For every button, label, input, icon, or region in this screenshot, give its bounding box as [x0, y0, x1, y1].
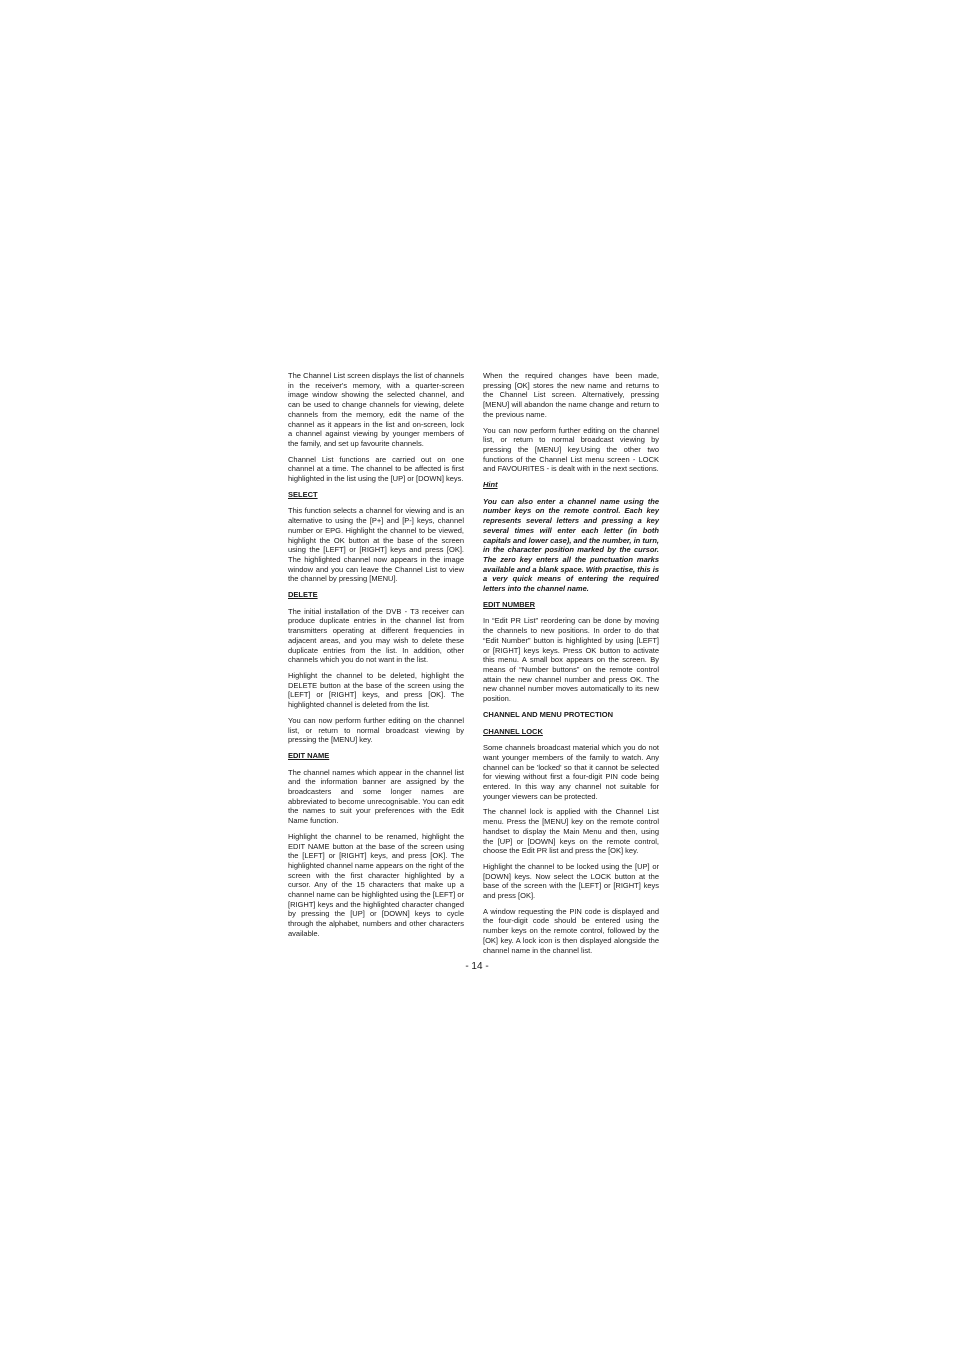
delete-paragraph-2: Highlight the channel to be deleted, highlight the DELETE button at the base of the screen using the [LEFT] or [RIGHT] keys, and press [OK]. The highlighted channel is deleted from the list. [288, 670, 464, 710]
edit-name-heading: EDIT NAME [288, 750, 330, 760]
left-column [288, 371, 464, 945]
hint-paragraph: You can also enter a channel name using the number keys on the remote control. Each key represents several letters and pressing a key several times will enter each letter (in both capitals and lower case), and the number, in turn, in the character position marked by the cursor. The zero key enters all the punctuation marks available and a blank space. With practise, this is a very quick means of entering the required letters into the channel name. [483, 496, 659, 594]
right-column [483, 371, 659, 961]
functions-paragraph: Channel List functions are carried out on one channel at a time. The channel to be affected is first highlighted in the list using the [UP] or [DOWN] keys. [288, 454, 464, 484]
further-editing-paragraph: You can now perform further editing on the channel list, or return to normal broadcast viewing by pressing the [MENU] key.Using the other two functions of the Channel List menu screen - LOCK and FAVOURITES - is dealt with in the next sections. [483, 425, 659, 474]
delete-heading: DELETE [288, 590, 318, 600]
edit-name-paragraph-2: Highlight the channel to be renamed, highlight the EDIT NAME button at the base of the screen using the [LEFT] or [RIGHT] keys, and press [OK]. The highlighted channel name appears on the right of the screen with the first character highlighted by a cursor. Any of the 15 characters that make up a channel name can be highlighted using the [LEFT] or [RIGHT] keys and the highlighted character changed by pressing the [UP] or [DOWN] keys to cycle through the alphabet, numbers and other characters available. [288, 831, 464, 938]
edit-number-heading: EDIT NUMBER [483, 599, 536, 609]
select-heading: SELECT [288, 489, 318, 499]
channel-lock-paragraph-3: Highlight the channel to be locked using the [UP] or [DOWN] keys. Now select the LOCK button at the base of the screen with the [LEFT] or [RIGHT] keys and press [OK]. [483, 861, 659, 901]
intro-paragraph: The Channel List screen displays the list of channels in the receiver's memory, with a quarter-screen image window showing the selected channel, and can be used to change channels for viewing, delete channels from the memory, edit the name of the channel as it appears in the list and on-screen, lock a channel against viewing by younger members of the family, and set up favourite channels. [288, 371, 464, 448]
delete-paragraph-3: You can now perform further editing on the channel list, or return to normal broadcast viewing by pressing the [MENU] key. [288, 715, 464, 745]
hint-heading: Hint [483, 480, 498, 490]
select-paragraph: This function selects a channel for viewing and is an alternative to using the [P+] and [P-] keys, channel number or EPG. Highlight the channel to be viewed, highlight the OK button at the base of the screen using the [LEFT] or [RIGHT] keys and press [OK]. The highlighted channel now appears in the image window and you can leave the Channel List to view the channel by pressing [MENU]. [288, 506, 464, 584]
edit-number-paragraph: In “Edit PR List” reordering can be done by moving the channels to new positions. In order to do that “Edit Number” button is highlighted by using [LEFT] or [RIGHT] keys keys. Press OK button to activate this menu. A small box appears on the screen. By means of “Number buttons” on the remote control attain the new channel number and press OK. The new channel number moves automatically to its new position. [483, 616, 659, 704]
edit-name-paragraph-1: The channel names which appear in the channel list and the information banner are assigned by the broadcasters and some longer names are abbreviated to become unrecognisable. You can edit the names to suit your preferences with the Edit Name function. [288, 767, 464, 826]
channel-lock-paragraph-1: Some channels broadcast material which you do not want younger members of the family to watch. Any channel can be 'locked' so that it cannot be selected for viewing without first a four-digit PIN code being entered. In this way any channel not suitable for younger viewers can be protected. [483, 743, 659, 801]
channel-lock-heading: CHANNEL LOCK [483, 726, 543, 736]
delete-paragraph-1: The initial installation of the DVB - T3 receiver can produce duplicate entries in the channel list from transmitters operating at different frequencies in adjacent areas, and you may wish to delete these duplicate entries from the list. In addition, other channels which you do not want in the list. [288, 606, 464, 665]
channel-lock-paragraph-2: The channel lock is applied with the Channel List menu. Press the [MENU] key on the remote control handset to display the Main Menu and then, using the [UP] or [DOWN] keys on the remote control, choose the Edit PR list and press the [OK] key. [483, 807, 659, 856]
page-number: - 14 - [465, 961, 489, 972]
edit-name-paragraph-3: When the required changes have been made, pressing [OK] stores the new name and returns to the Channel List screen. Alternatively, pressing [MENU] will abandon the name change and return to the previous name. [483, 371, 659, 419]
channel-lock-paragraph-4: A window requesting the PIN code is displayed and the four-digit code should be entered using the number keys on the remote control, followed by the [OK] key. A lock icon is then displayed alongside the channel name in the channel list. [483, 906, 659, 955]
protection-heading: CHANNEL AND MENU PROTECTION [483, 709, 614, 719]
